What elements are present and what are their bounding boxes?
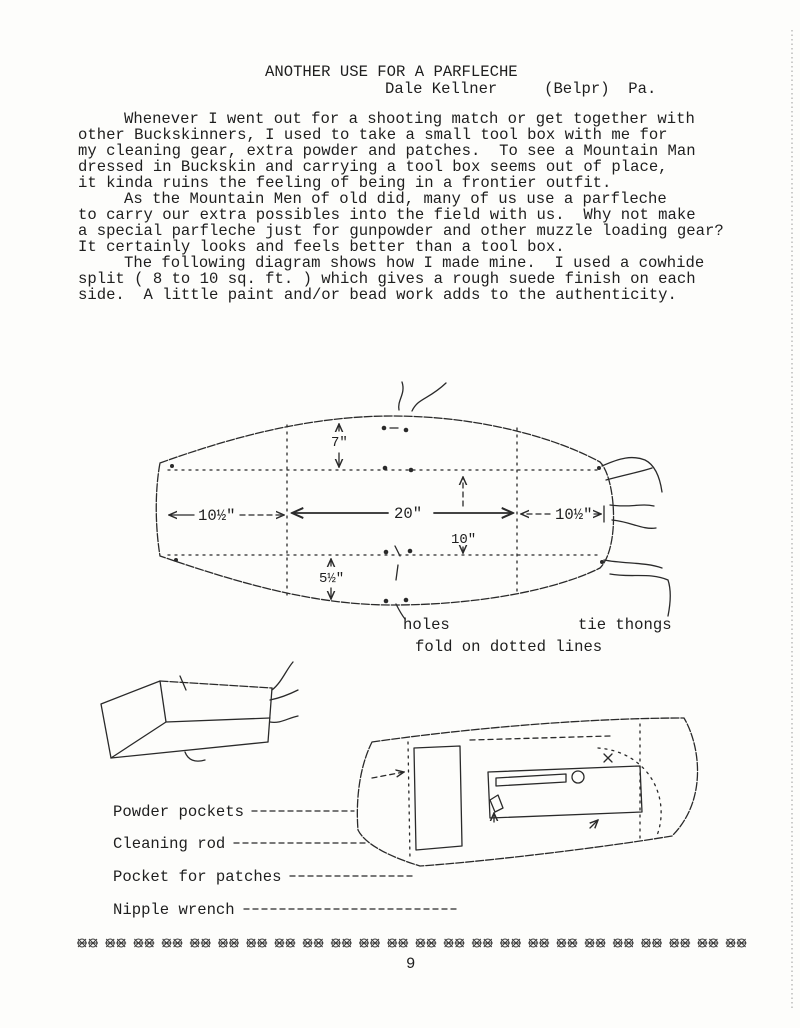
divider-ornament <box>455 939 465 947</box>
corner-hole <box>600 560 604 564</box>
tie-thong <box>606 468 652 480</box>
body-line: side. A little paint and/or bead work adds to the authenticity. <box>78 286 677 304</box>
page-number: 9 <box>406 955 416 973</box>
box-right-edge <box>268 688 272 742</box>
fold-line-top <box>470 736 610 740</box>
tie-thong <box>610 574 670 616</box>
body-line: The following diagram shows how I made mine. I used a cowhide <box>124 254 705 272</box>
lacing-hole <box>382 426 387 431</box>
dimension-label-top-height: 7" <box>331 435 348 451</box>
tie-thong <box>612 520 656 528</box>
body-line: to carry our extra possibles into the field with us. Why not make <box>78 206 696 224</box>
parfleche-pattern-diagram <box>156 382 671 656</box>
divider-ornament <box>105 939 115 947</box>
divider-ornament <box>359 939 369 947</box>
divider-ornament <box>556 939 566 947</box>
tie-thong <box>610 505 654 506</box>
divider-ornament <box>737 939 747 947</box>
divider-ornament <box>613 939 623 947</box>
body-line: other Buckskinners, I used to take a small tool box with me for <box>78 126 668 144</box>
tie-thong <box>272 662 293 690</box>
divider-ornament <box>218 939 228 947</box>
lacing-hole <box>384 550 389 555</box>
box-top-edge <box>160 681 272 688</box>
divider-ornament <box>133 939 143 947</box>
divider-ornament <box>539 939 549 947</box>
holes-label: holes <box>403 616 450 634</box>
dimension-label-right-width: 10½" <box>555 506 593 524</box>
body-line: dressed in Buckskin and carrying a tool box seems out of place, <box>78 158 668 176</box>
divider-row <box>77 939 747 947</box>
divider-ornament <box>596 939 606 947</box>
lacing-hole <box>404 428 409 433</box>
lacing-hole <box>383 466 388 471</box>
box-bottom-edge <box>111 742 268 758</box>
tie-thong <box>412 383 446 411</box>
divider-ornament <box>669 939 679 947</box>
divider-ornament <box>342 939 352 947</box>
divider-ornament <box>274 939 284 947</box>
nipple-wrench <box>490 795 503 812</box>
pocket-layout-diagram <box>113 718 698 919</box>
dimension-label-left-width: 10½" <box>198 507 236 525</box>
lacing-hole <box>409 468 414 473</box>
tie-thong <box>185 752 205 761</box>
body-line: Whenever I went out for a shooting match or get together with <box>124 110 695 128</box>
body-line: a special parfleche just for gunpowder and other muzzle loading gear? <box>78 222 724 240</box>
dimension-label-bottom-height: 5½" <box>319 571 345 587</box>
lacing-hole <box>408 549 413 554</box>
divider-ornament <box>697 939 707 947</box>
divider-ornament <box>331 939 341 947</box>
divider-ornament <box>229 939 239 947</box>
hole-mark <box>395 546 400 556</box>
patch-pocket-label: Pocket for patches <box>113 868 282 886</box>
divider-ornament <box>415 939 425 947</box>
cleaning-rod-tip <box>572 771 584 783</box>
folded-parfleche-sketch <box>101 662 298 761</box>
corner-hole <box>174 558 178 562</box>
divider-ornament <box>77 939 87 947</box>
divider-ornament <box>190 939 200 947</box>
divider-ornament <box>472 939 482 947</box>
divider-ornament <box>708 939 718 947</box>
divider-ornament <box>144 939 154 947</box>
divider-ornament <box>398 939 408 947</box>
tie-thong <box>399 382 403 410</box>
author-byline: Dale Kellner (Belpr) Pa. <box>385 80 657 98</box>
tie-thong <box>604 560 662 568</box>
divider-ornament <box>585 939 595 947</box>
divider-ornament <box>652 939 662 947</box>
pocket-arrow <box>372 772 404 778</box>
box-middle-edge <box>166 718 270 722</box>
nipple-wrench-label: Nipple wrench <box>113 901 235 919</box>
divider-ornament <box>528 939 538 947</box>
divider-ornament <box>567 939 577 947</box>
divider-ornament <box>641 939 651 947</box>
fold-line-left <box>408 742 410 860</box>
dimension-label-center-height: 10" <box>451 532 477 548</box>
cleaning-rod <box>496 774 566 786</box>
divider-ornament <box>500 939 510 947</box>
powder-pockets-label: Powder pockets <box>113 803 245 821</box>
tie-thong <box>270 716 298 722</box>
box-end-flap <box>101 681 166 758</box>
cleaning-rod-label: Cleaning rod <box>113 835 226 853</box>
divider-ornament <box>426 939 436 947</box>
tie-thongs-label: tie thongs <box>578 616 672 634</box>
divider-ornament <box>88 939 98 947</box>
hole-mark <box>396 565 398 580</box>
body-line: split ( 8 to 10 sq. ft. ) which gives a rough suede finish on each <box>78 270 696 288</box>
dimension-label-center-width: 20" <box>394 505 423 523</box>
patch-pocket <box>598 748 661 838</box>
divider-ornament <box>285 939 295 947</box>
divider-ornament <box>680 939 690 947</box>
corner-hole <box>597 466 601 470</box>
body-line: it kinda ruins the feeling of being in a frontier outfit. <box>78 174 612 192</box>
divider-ornament <box>726 939 736 947</box>
divider-ornament <box>314 939 324 947</box>
lacing-hole <box>404 598 409 603</box>
divider-ornament <box>303 939 313 947</box>
body-line: my cleaning gear, extra powder and patches. To see a Mountain Man <box>78 142 696 160</box>
divider-ornament <box>246 939 256 947</box>
divider-ornament <box>387 939 397 947</box>
tie-thong <box>270 690 298 700</box>
powder-pocket <box>414 746 462 850</box>
divider-ornament <box>511 939 521 947</box>
pocket-arrow <box>590 820 598 828</box>
divider-ornament <box>624 939 634 947</box>
fold-instruction-label: fold on dotted lines <box>415 638 603 656</box>
corner-hole <box>170 464 174 468</box>
divider-ornament <box>444 939 454 947</box>
divider-ornament <box>173 939 183 947</box>
body-line: As the Mountain Men of old did, many of us use a parfleche <box>124 190 667 208</box>
divider-ornament <box>201 939 211 947</box>
divider-ornament <box>483 939 493 947</box>
lacing-hole <box>384 599 389 604</box>
divider-ornament <box>257 939 267 947</box>
divider-ornament <box>116 939 126 947</box>
body-line: It certainly looks and feels better than a tool box. <box>78 238 565 256</box>
divider-ornament <box>370 939 380 947</box>
divider-ornament <box>162 939 172 947</box>
article-title: ANOTHER USE FOR A PARFLECHE <box>265 63 518 81</box>
